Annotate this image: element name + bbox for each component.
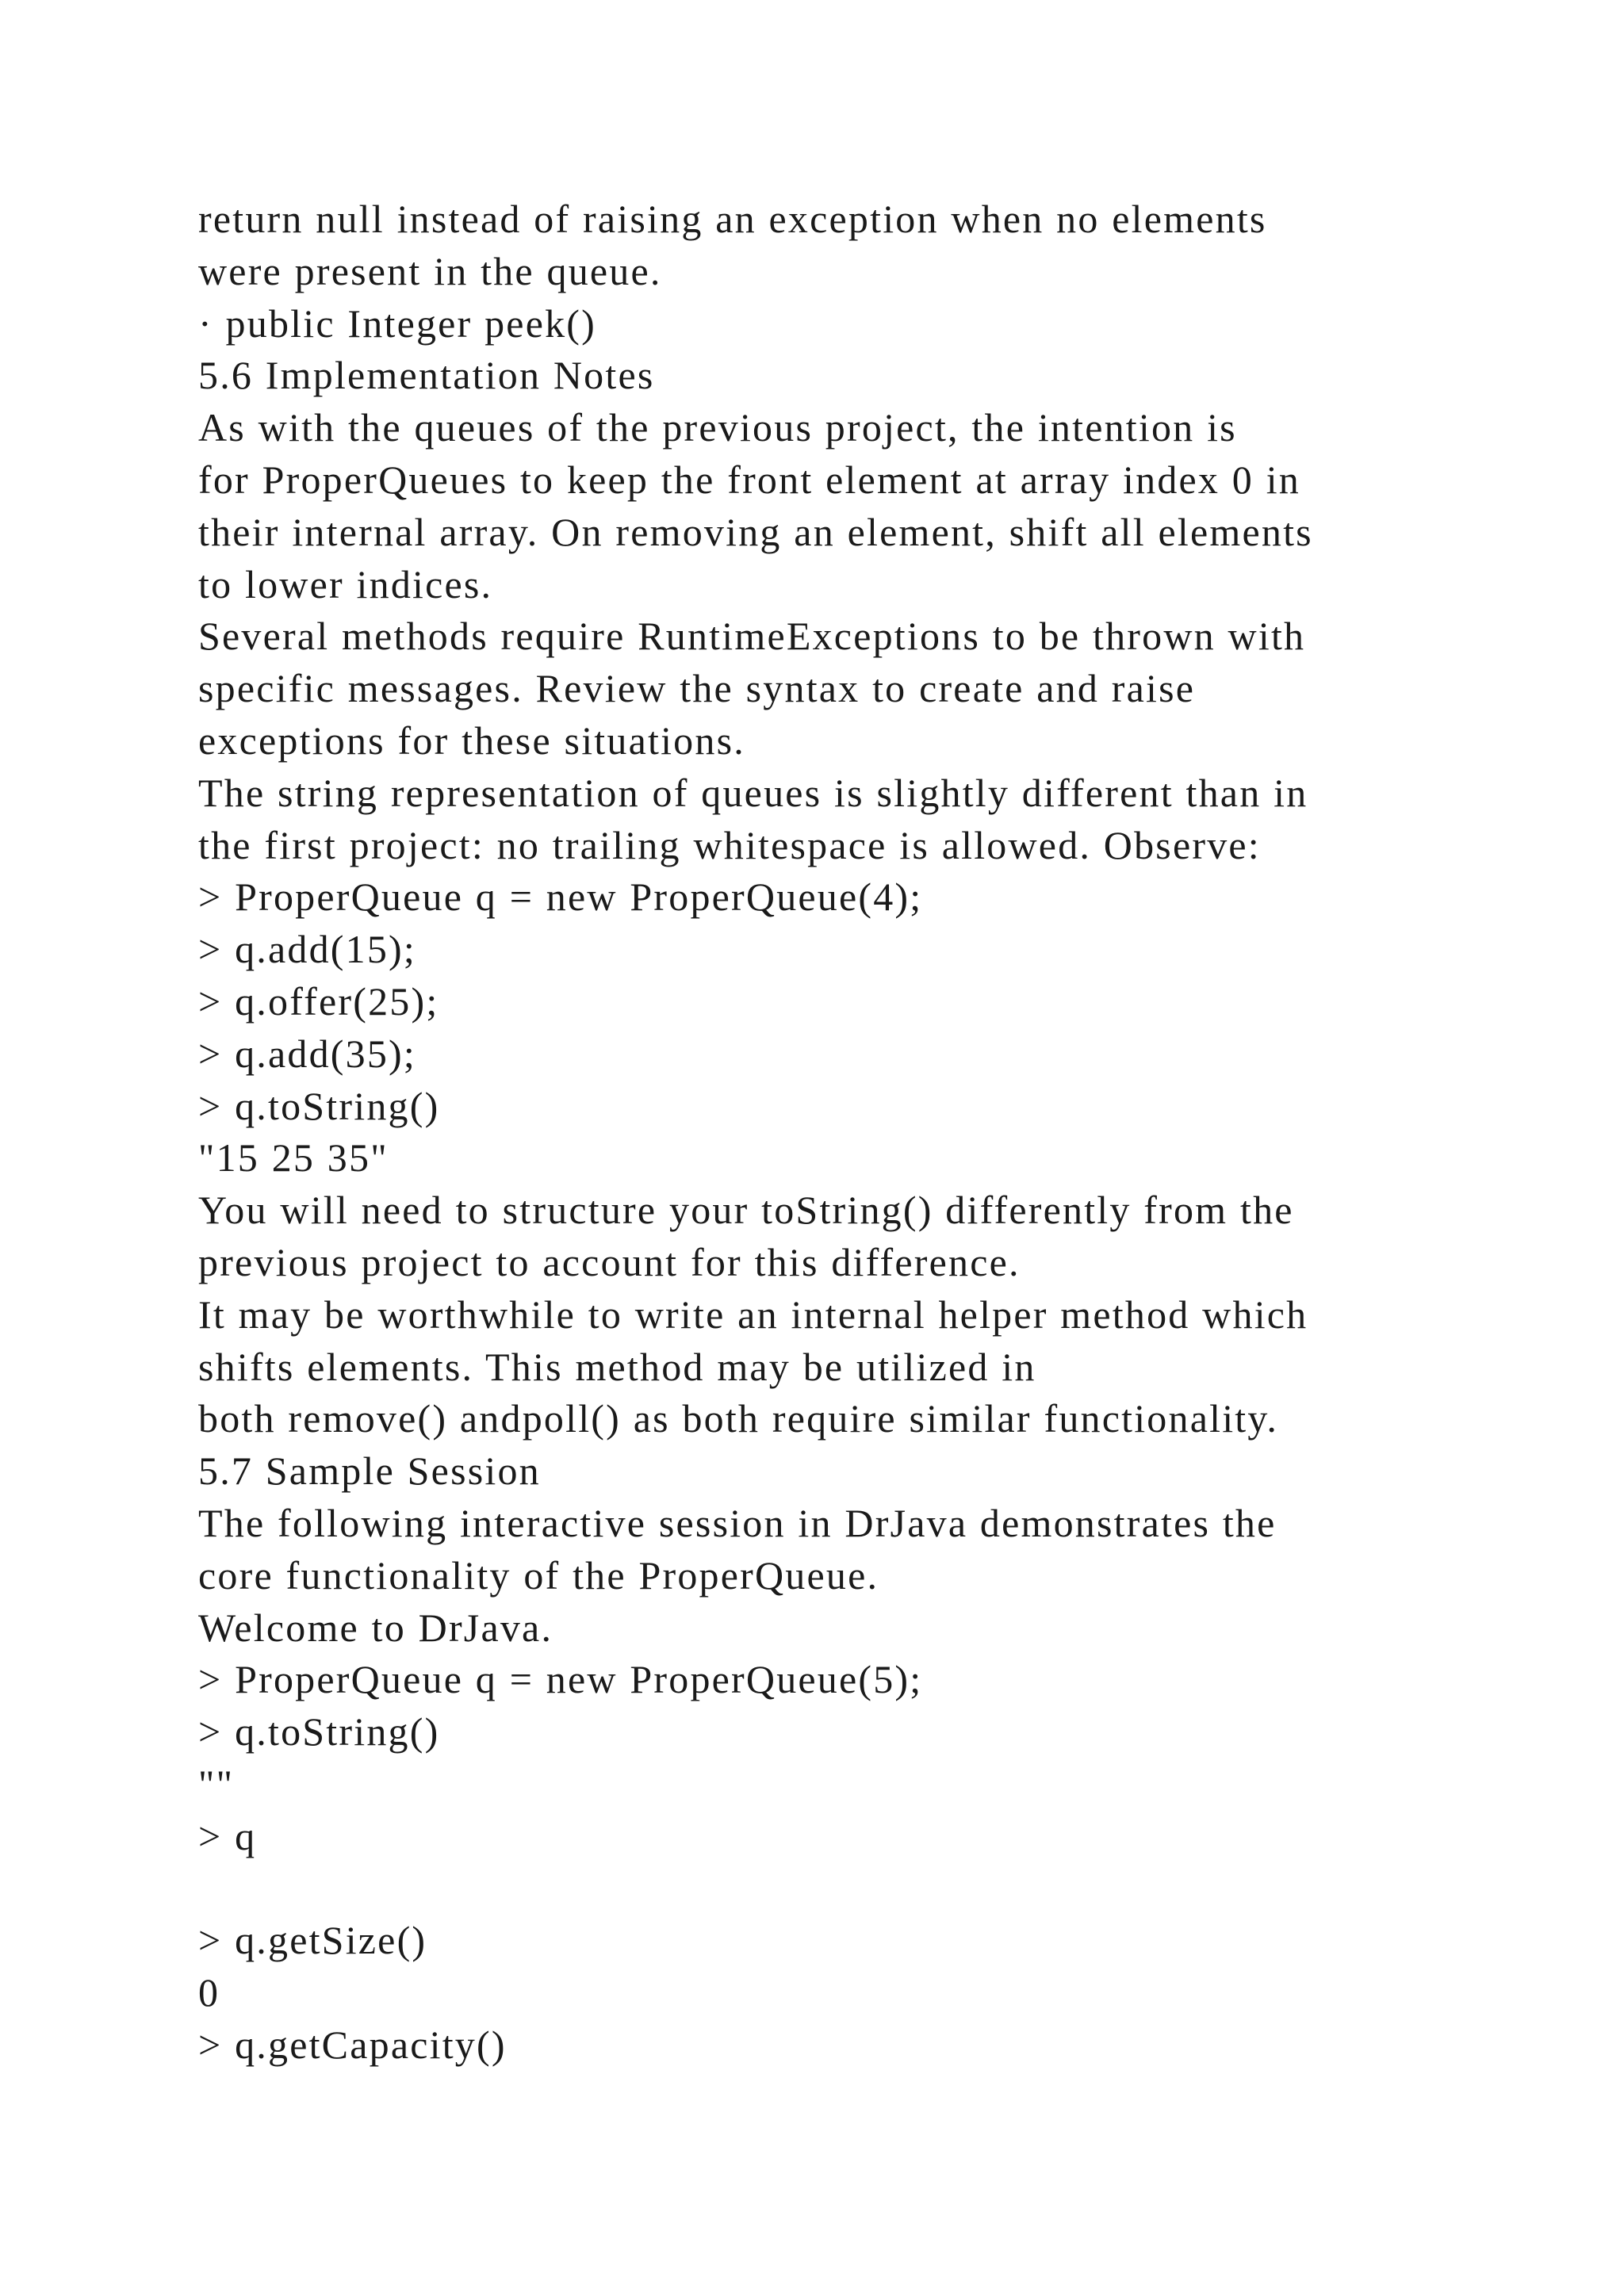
text-line: for ProperQueues to keep the front element at array index 0 in — [198, 457, 1301, 502]
text-line: Several methods require RuntimeExceptions to be thrown with — [198, 614, 1306, 659]
code-line: > q — [198, 1813, 257, 1858]
code-line: "" — [198, 1761, 235, 1806]
code-line: > q.add(35); — [198, 1031, 416, 1076]
text-line: · public Integer peek() — [198, 300, 596, 346]
code-line: > q.toString() — [198, 1709, 440, 1755]
blank-line — [198, 1863, 1499, 1915]
code-line: > q.getCapacity() — [198, 2022, 507, 2067]
text-line: both remove() andpoll() as both require similar functionality. — [198, 1396, 1279, 1441]
code-line: > ProperQueue q = new ProperQueue(5); — [198, 1657, 923, 1702]
code-line: "15 25 35" — [198, 1135, 389, 1181]
text-line: were present in the queue. — [198, 248, 662, 293]
section-heading: 5.6 Implementation Notes — [198, 353, 655, 398]
text-line: shifts elements. This method may be utilized in — [198, 1344, 1036, 1389]
code-line: 0 — [198, 1970, 220, 2015]
document-body — [198, 193, 1499, 2072]
code-line: Welcome to DrJava. — [198, 1605, 553, 1650]
code-line: > ProperQueue q = new ProperQueue(4); — [198, 874, 923, 920]
section-heading: 5.7 Sample Session — [198, 1448, 541, 1494]
text-line: As with the queues of the previous project, the intention is — [198, 405, 1237, 450]
text-line: It may be worthwhile to write an internal helper method which — [198, 1292, 1308, 1337]
text-line: the first project: no trailing whitespace is allowed. Observe: — [198, 822, 1261, 867]
text-line: The following interactive session in DrJava demonstrates the — [198, 1500, 1277, 1545]
text-line: The string representation of queues is slightly different than in — [198, 770, 1308, 815]
code-line: > q.offer(25); — [198, 978, 439, 1024]
code-line: > q.add(15); — [198, 927, 416, 972]
code-line: > q.toString() — [198, 1083, 440, 1128]
text-line: to lower indices. — [198, 561, 493, 607]
text-line: You will need to structure your toString() differently from the — [198, 1188, 1294, 1233]
code-line: > q.getSize() — [198, 1918, 427, 1963]
text-line: their internal array. On removing an element, shift all elements — [198, 509, 1313, 554]
text-line: specific messages. Review the syntax to create and raise — [198, 666, 1196, 711]
text-line: previous project to account for this difference. — [198, 1239, 1021, 1284]
text-line: exceptions for these situations. — [198, 718, 745, 763]
text-line: core functionality of the ProperQueue. — [198, 1552, 879, 1598]
text-line: return null instead of raising an exception when no elements — [198, 197, 1267, 241]
